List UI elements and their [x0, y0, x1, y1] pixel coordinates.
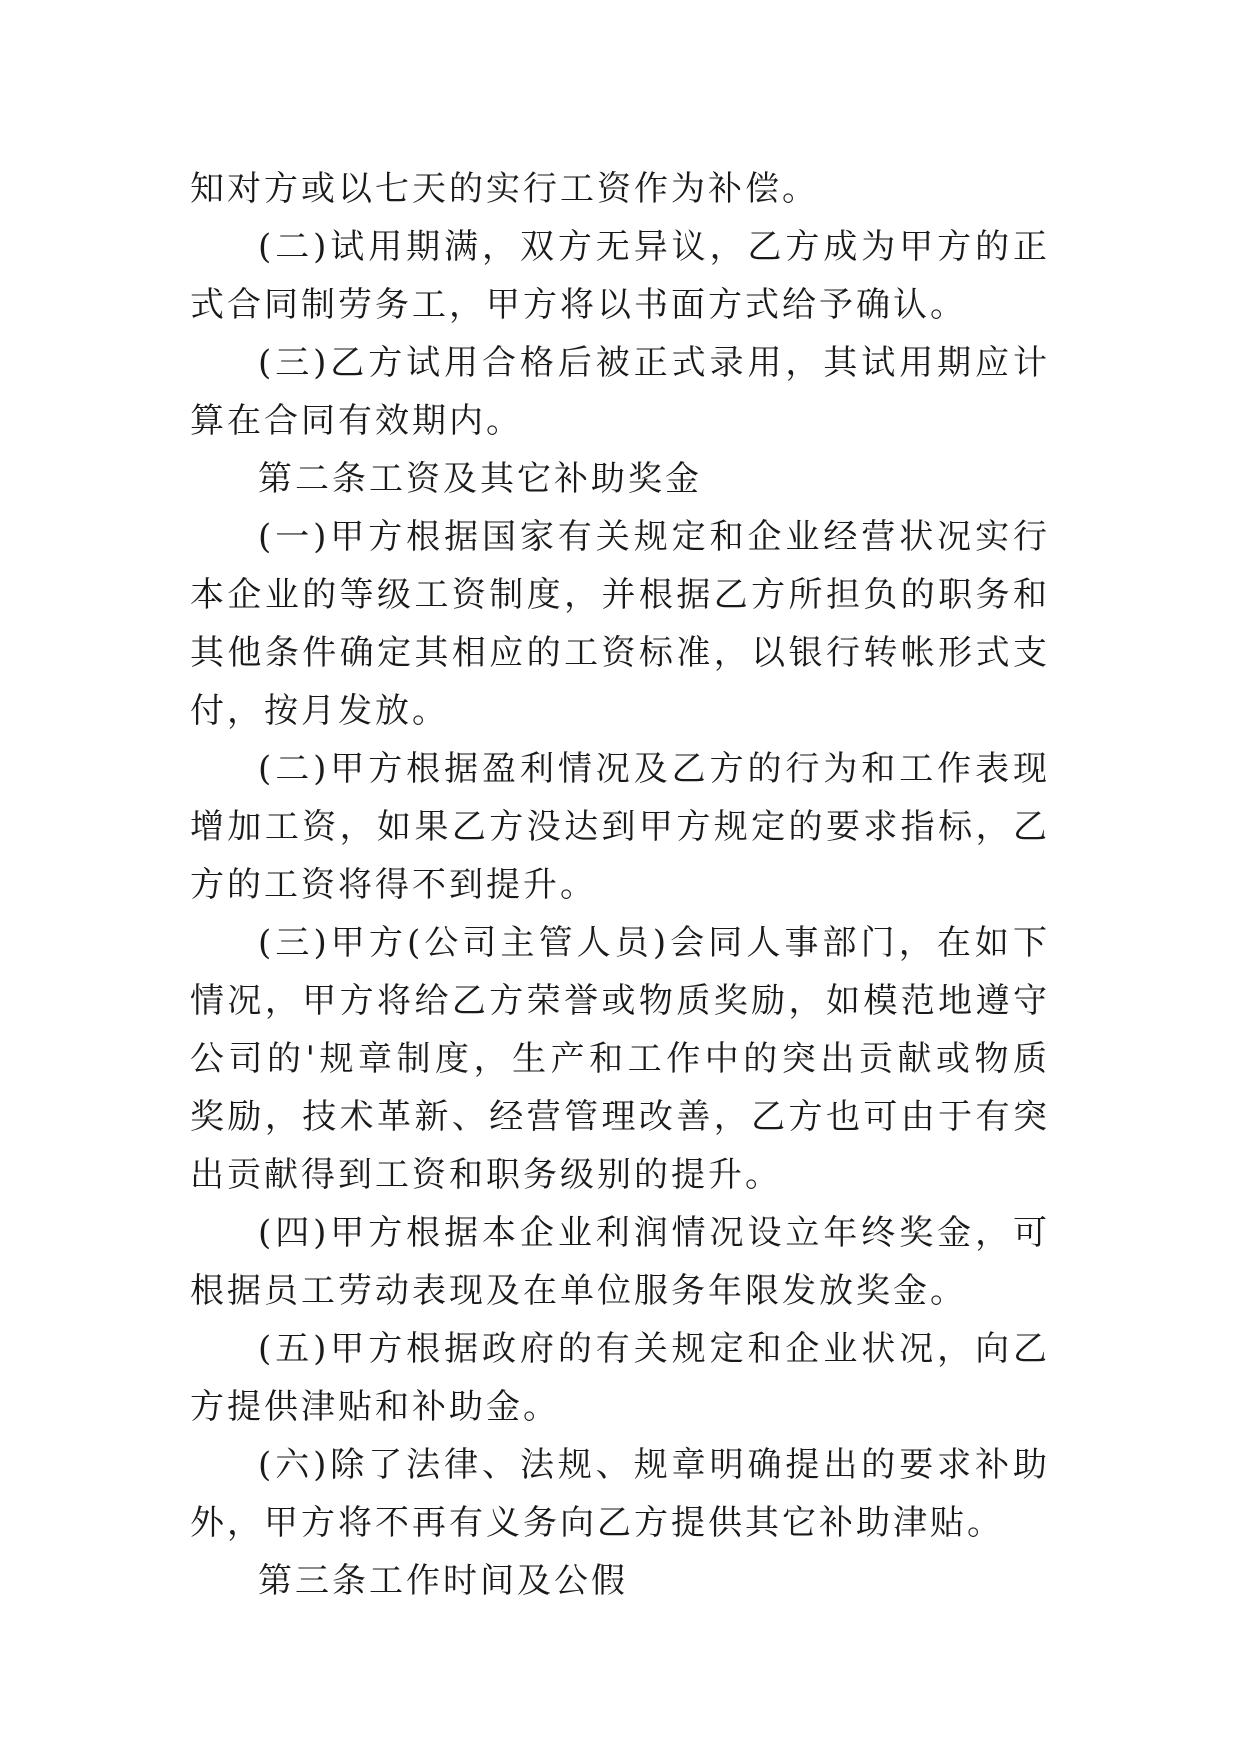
section-heading-article-3: 第三条工作时间及公假 [258, 1561, 628, 1601]
section-heading-article-2: 第二条工资及其它补助奖金 [258, 459, 702, 499]
paragraph-wage-5: (五)甲方根据政府的有关规定和企业状况，向乙方提供津贴和补助金。 [190, 1329, 1050, 1427]
paragraph-wage-6: (六)除了法律、法规、规章明确提出的要求补助外，甲方将不再有义务向乙方提供其它补助津贴。 [190, 1445, 1050, 1543]
paragraph-wage-4: (四)甲方根据本企业利润情况设立年终奖金，可根据员工劳动表现及在单位服务年限发放奖金。 [190, 1213, 1050, 1311]
paragraph-probation-3: (三)乙方试用合格后被正式录用，其试用期应计算在合同有效期内。 [190, 343, 1050, 441]
paragraph-continuation: 知对方或以七天的实行工资作为补偿。 [190, 169, 819, 209]
paragraph-wage-3: (三)甲方(公司主管人员)会同人事部门，在如下情况，甲方将给乙方荣誉或物质奖励，如模范地遵守公司的'规章制度，生产和工作中的突出贡献或物质奖励，技术革新、经营管理改善，乙方也可由于有突出贡献得到工资和职务级别的提升。 [190, 923, 1050, 1195]
paragraph-probation-2: (二)试用期满，双方无异议，乙方成为甲方的正式合同制劳务工，甲方将以书面方式给予确认。 [190, 227, 1050, 325]
document-page [190, 160, 1050, 1610]
paragraph-wage-2: (二)甲方根据盈利情况及乙方的行为和工作表现增加工资，如果乙方没达到甲方规定的要求指标，乙方的工资将得不到提升。 [190, 749, 1050, 905]
paragraph-wage-1: (一)甲方根据国家有关规定和企业经营状况实行本企业的等级工资制度，并根据乙方所担负的职务和其他条件确定其相应的工资标准，以银行转帐形式支付，按月发放。 [190, 517, 1050, 731]
